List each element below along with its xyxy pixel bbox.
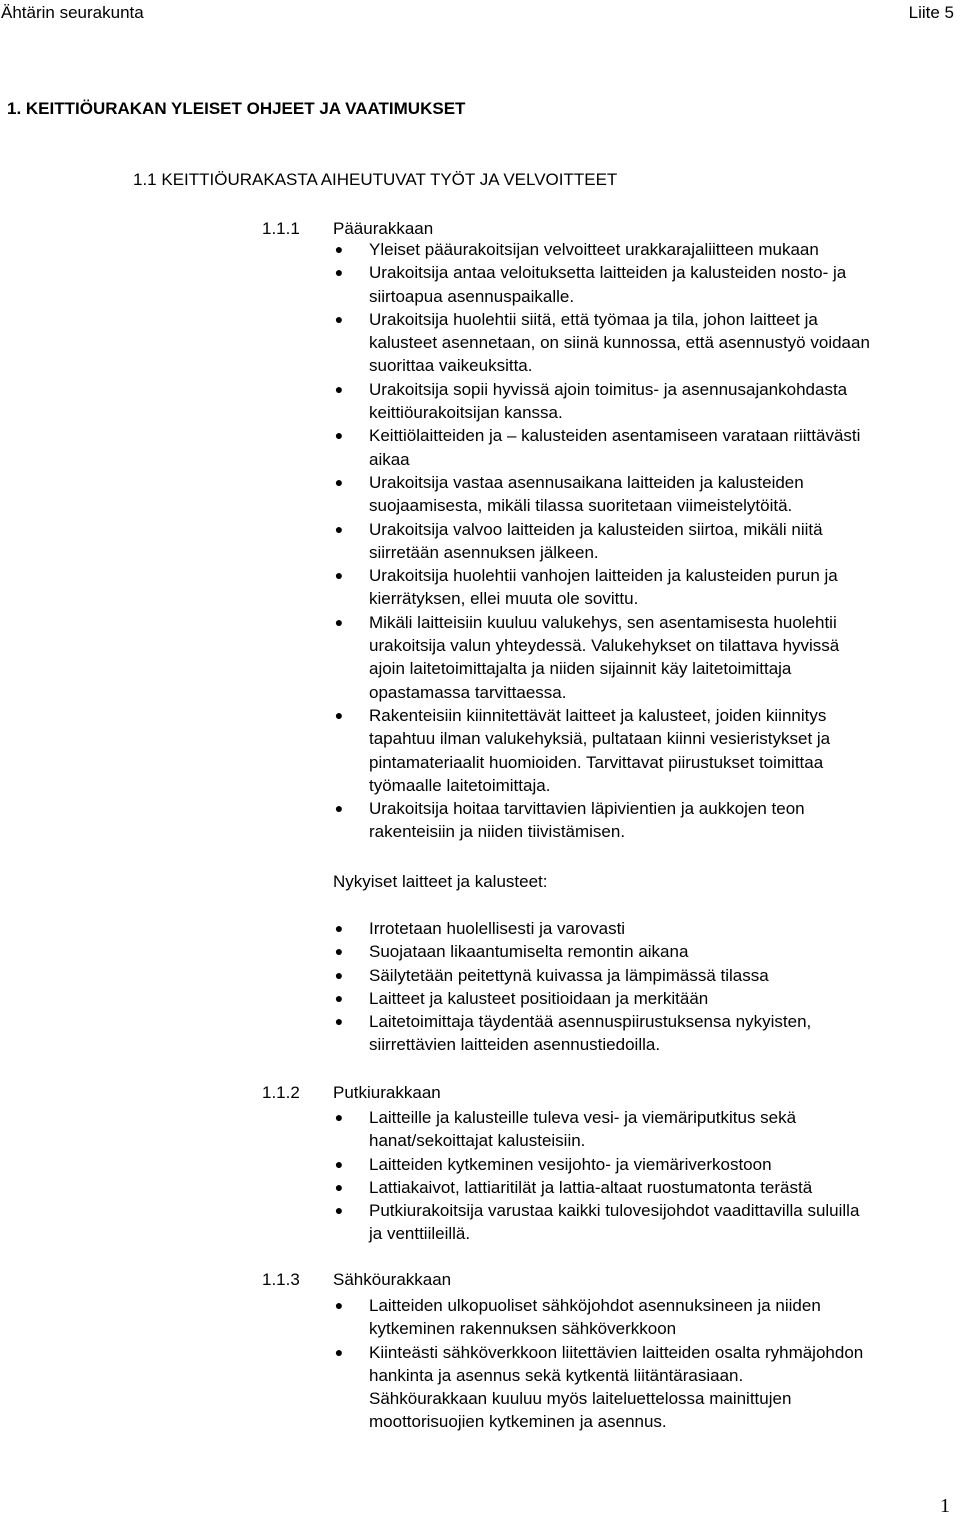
bullet-icon: ● [334,310,344,327]
list-item-text: Laitteiden ulkopuoliset sähköjohdot asennuksineen ja niiden kytkeminen rakennuksen sähköverkkoon [369,1296,821,1339]
header-attachment-label: Liite 5 [908,3,954,22]
list-item-text: Kiinteästi sähköverkkoon liitettävien laitteiden osalta ryhmäjohdon hankinta ja asennus sekä kytkentä liitäntärasiaan. Sähköurakkaan kuuluu myös laiteluettelossa mainittujen moottorisuojien kytkeminen ja asennus. [369,1342,864,1432]
bullet-icon: ● [334,706,344,723]
list-item [0,940,960,963]
list-item [0,917,960,940]
list-item-text: Urakoitsija hoitaa tarvittavien läpivientien ja aukkojen teon rakenteisiin ja niiden tiivistämisen. [369,799,805,842]
list-item-text: Laitteille ja kalusteille tuleva vesi- ja viemäriputkitus sekä hanat/sekoittajat kalusteisiin. [369,1108,797,1151]
list-item [0,1341,960,1434]
page-number: 1 [940,1495,950,1517]
header-organization: Ähtärin seurakunta [1,3,144,22]
bullet-icon: ● [334,1155,344,1172]
bullet-icon: ● [334,800,344,817]
list-item [0,704,960,797]
bullet-icon: ● [334,1013,344,1030]
bullet-icon: ● [334,613,344,630]
list-item-text: Lattiakaivot, lattiaritilät ja lattia-altaat ruostumatonta terästä [369,1177,813,1197]
list-item [0,611,960,704]
list-item-text: Yleiset pääurakoitsijan velvoitteet urakkarajaliitteen mukaan [369,240,819,259]
bullet-list-putkiurakka [0,1106,960,1246]
section-number-1-1-1: 1.1.1 [262,219,300,238]
bullet-icon: ● [334,264,344,281]
bullet-icon: ● [334,241,344,257]
bullet-icon: ● [334,1178,344,1195]
list-item [0,261,960,308]
bullet-list-paaurakka [0,238,960,844]
bullet-icon: ● [334,920,344,936]
list-item [0,518,960,565]
bullet-icon: ● [334,520,344,537]
existing-equipment-title: Nykyiset laitteet ja kalusteet: [333,872,548,891]
section-title-sahkourakka: Sähköurakkaan [333,1270,452,1289]
list-item-text: Laitteiden kytkeminen vesijohto- ja viemäriverkostoon [369,1154,772,1174]
heading-main: 1. KEITTIÖURAKAN YLEISET OHJEET JA VAATIMUKSET [7,99,466,118]
section-title-paaurakka: Pääurakkaan [333,219,434,238]
list-item-text: Mikäli laitteisiin kuuluu valukehys, sen asentamisesta huolehtii urakoitsija valun yhteydessä. Valukehykset on tilattava hyvissä ajoin laitetoimittajalta ja niiden sijainnit käy laitetoimittaja opastamassa tarvittaessa. [369,612,840,702]
list-item [0,424,960,471]
list-item-text: Suojataan likaantumiselta remontin aikana [369,942,689,962]
heading-sub: 1.1 KEITTIÖURAKASTA AIHEUTUVAT TYÖT JA VELVOITTEET [133,170,618,189]
list-item-text: Putkiurakoitsija varustaa kaikki tulovesijohdot vaadittavilla suluilla ja venttiileillä. [369,1201,860,1244]
bullet-list-sahkourakka [0,1294,960,1434]
bullet-icon: ● [334,1297,344,1313]
list-item [0,1199,960,1246]
list-item-text: Rakenteisiin kiinnitettävät laitteet ja kalusteet, joiden kiinnitys tapahtuu ilman valukehyksiä, pultataan kiinni vesieristykset ja pintamateriaalit huomioiden. Tarvittavat piirustukset toimittaa työmaalle laitetoimittaja. [369,705,831,795]
list-item [0,308,960,378]
bullet-list-existing-equipment [0,917,960,1057]
list-item [0,987,960,1010]
list-item-text: Irrotetaan huolellisesti ja varovasti [369,919,626,938]
list-item-text: Keittiölaitteiden ja – kalusteiden asentamiseen varataan riittävästi aikaa [369,426,861,469]
list-item [0,1010,960,1057]
list-item-text: Urakoitsija valvoo laitteiden ja kalusteiden siirtoa, mikäli niitä siirretään asennuksen jälkeen. [369,519,823,562]
list-item-text: Urakoitsija sopii hyvissä ajoin toimitus- ja asennusajankohdasta keittiöurakoitsijan kanssa. [369,379,848,423]
list-item-text: Urakoitsija huolehtii vanhojen laitteiden ja kalusteiden purun ja kierrätyksen, ellei muuta ole sovittu. [369,566,838,609]
bullet-icon: ● [334,567,344,584]
list-item-text: Laitetoimittaja täydentää asennuspiirustuksensa nykyisten, siirrettävien laitteiden asennustiedoilla. [369,1012,812,1055]
section-title-putkiurakka: Putkiurakkaan [333,1083,441,1102]
bullet-icon: ● [334,966,344,983]
list-item-text: Laitteet ja kalusteet positioidaan ja merkitään [369,988,709,1008]
section-number-1-1-2: 1.1.2 [262,1083,300,1102]
list-item-text: Säilytetään peitettynä kuivassa ja lämpimässä tilassa [369,965,769,985]
list-item [0,378,960,425]
list-item [0,1294,960,1341]
list-item [0,1153,960,1176]
list-item [0,797,960,844]
list-item [0,564,960,611]
list-item [0,1176,960,1199]
bullet-icon: ● [334,473,344,490]
list-item-text: Urakoitsija antaa veloituksetta laitteiden ja kalusteiden nosto- ja siirtoapua asennuspaikalle. [369,263,847,306]
bullet-icon: ● [334,1343,344,1360]
bullet-icon: ● [334,1109,344,1125]
list-item [0,471,960,518]
section-number-1-1-3: 1.1.3 [262,1270,300,1289]
bullet-icon: ● [334,1202,344,1219]
list-item-text: Urakoitsija vastaa asennusaikana laitteiden ja kalusteiden suojaamisesta, mikäli tilassa suoritetaan viimeistelytöitä. [369,472,804,516]
list-item [0,964,960,987]
bullet-icon: ● [334,427,344,444]
list-item [0,238,960,261]
list-item [0,1106,960,1153]
list-item-text: Urakoitsija huolehtii siitä, että työmaa ja tila, johon laitteet ja kalusteet asennetaan, on siinä kunnossa, että asennustyö voidaan suorittaa vaikeuksitta. [369,309,870,376]
bullet-icon: ● [334,943,344,960]
bullet-icon: ● [334,989,344,1006]
bullet-icon: ● [334,380,344,397]
